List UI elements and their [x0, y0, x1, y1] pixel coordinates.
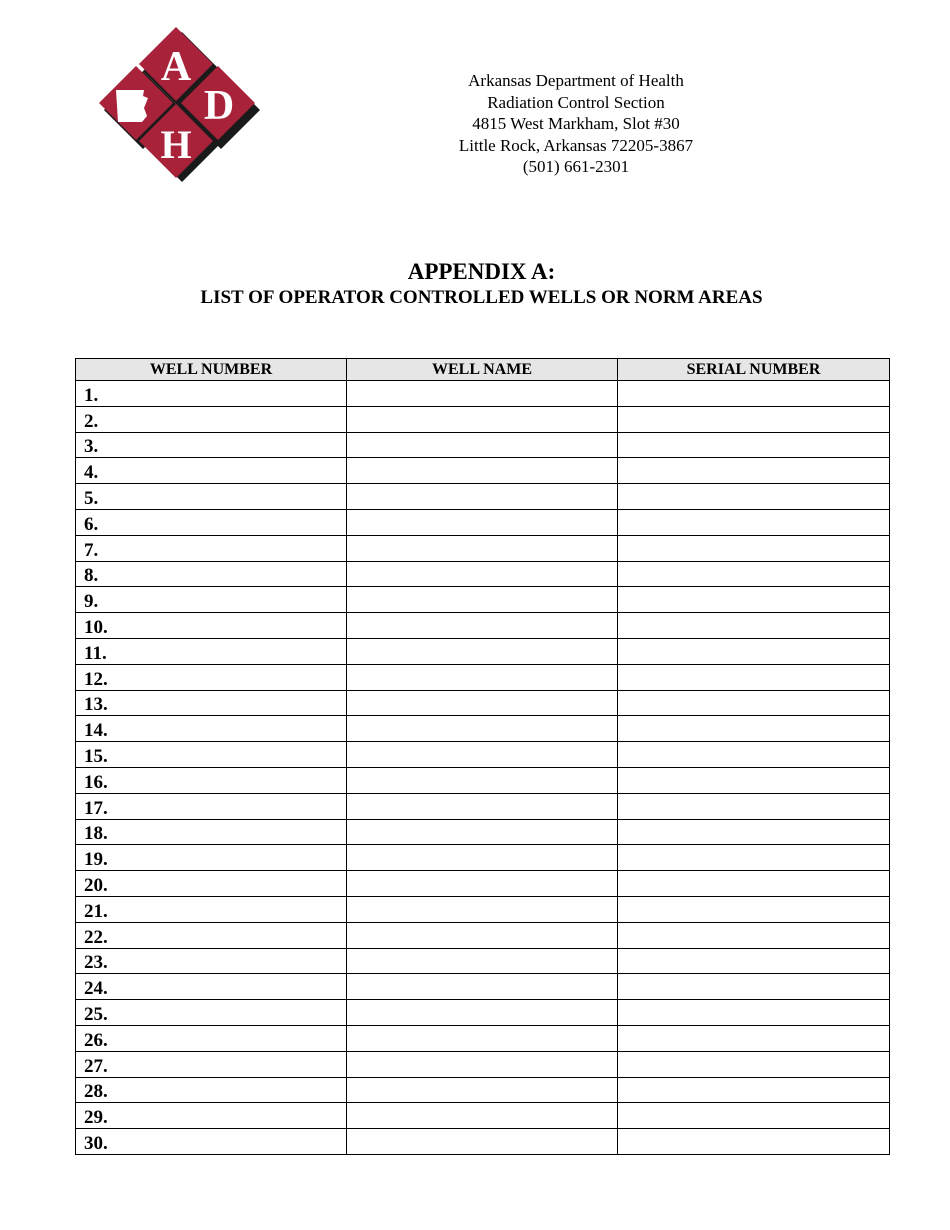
well-number-cell: 5. [76, 484, 347, 510]
table-row [76, 1103, 890, 1129]
serial-number-cell[interactable] [618, 509, 890, 535]
table-row [76, 871, 890, 897]
serial-number-cell[interactable] [618, 1051, 890, 1077]
well-number-cell: 8. [76, 561, 347, 587]
well-name-cell[interactable] [347, 948, 618, 974]
well-name-cell[interactable] [347, 922, 618, 948]
well-name-cell[interactable] [347, 871, 618, 897]
serial-number-cell[interactable] [618, 664, 890, 690]
well-number-cell: 14. [76, 716, 347, 742]
serial-number-cell[interactable] [618, 1129, 890, 1155]
well-name-cell[interactable] [347, 819, 618, 845]
serial-number-cell[interactable] [618, 458, 890, 484]
address-line-street: 4815 West Markham, Slot #30 [472, 114, 680, 133]
table-row [76, 1051, 890, 1077]
well-name-cell[interactable] [347, 561, 618, 587]
adh-logo [96, 24, 260, 182]
table-row [76, 1077, 890, 1103]
table-row [76, 690, 890, 716]
table-row [76, 638, 890, 664]
well-name-cell[interactable] [347, 896, 618, 922]
serial-number-cell[interactable] [618, 1103, 890, 1129]
table-row [76, 509, 890, 535]
well-name-cell[interactable] [347, 1077, 618, 1103]
well-name-cell[interactable] [347, 767, 618, 793]
well-number-cell: 4. [76, 458, 347, 484]
header-well-number: WELL NUMBER [76, 359, 347, 381]
serial-number-cell[interactable] [618, 1025, 890, 1051]
serial-number-cell[interactable] [618, 432, 890, 458]
well-number-cell: 2. [76, 406, 347, 432]
well-name-cell[interactable] [347, 1025, 618, 1051]
table-row [76, 767, 890, 793]
serial-number-cell[interactable] [618, 871, 890, 897]
address-line-section: Radiation Control Section [487, 92, 665, 112]
table-row [76, 845, 890, 871]
address-line-phone: (501) 661-2301 [522, 157, 630, 176]
well-name-cell[interactable] [347, 484, 618, 510]
arkansas-state-shape [116, 90, 148, 122]
well-name-cell[interactable] [347, 974, 618, 1000]
appendix-heading: APPENDIX A: [407, 259, 556, 284]
serial-number-cell[interactable] [618, 381, 890, 407]
well-number-cell: 29. [76, 1103, 347, 1129]
address-line-city: Little Rock, Arkansas 72205-3867 [458, 135, 694, 155]
well-number-cell: 3. [76, 432, 347, 458]
serial-number-cell[interactable] [618, 1000, 890, 1026]
serial-number-cell[interactable] [618, 638, 890, 664]
wells-table [75, 358, 890, 1155]
serial-number-cell[interactable] [618, 845, 890, 871]
well-name-cell[interactable] [347, 716, 618, 742]
table-row [76, 793, 890, 819]
table-row [76, 406, 890, 432]
well-number-cell: 6. [76, 509, 347, 535]
serial-number-cell[interactable] [618, 587, 890, 613]
well-number-cell: 26. [76, 1025, 347, 1051]
serial-number-cell[interactable] [618, 767, 890, 793]
well-number-cell: 28. [76, 1077, 347, 1103]
well-number-cell: 20. [76, 871, 347, 897]
appendix-subheading: LIST OF OPERATOR CONTROLLED WELLS OR NORM AREAS [200, 287, 763, 308]
well-name-cell[interactable] [347, 845, 618, 871]
well-name-cell[interactable] [347, 742, 618, 768]
logo-letter-a: A [160, 44, 192, 90]
well-name-cell[interactable] [347, 458, 618, 484]
table-row [76, 1129, 890, 1155]
table-row [76, 922, 890, 948]
logo-letter-h: H [160, 122, 192, 167]
well-number-cell: 15. [76, 742, 347, 768]
well-name-cell[interactable] [347, 638, 618, 664]
serial-number-cell[interactable] [618, 690, 890, 716]
well-name-cell[interactable] [347, 535, 618, 561]
well-number-cell: 30. [76, 1129, 347, 1155]
serial-number-cell[interactable] [618, 613, 890, 639]
table-row [76, 664, 890, 690]
serial-number-cell[interactable] [618, 561, 890, 587]
table-row [76, 1025, 890, 1051]
well-name-cell[interactable] [347, 1103, 618, 1129]
serial-number-cell[interactable] [618, 922, 890, 948]
header-well-name: WELL NAME [347, 359, 618, 381]
table-row [76, 948, 890, 974]
table-row [76, 613, 890, 639]
well-name-cell[interactable] [347, 432, 618, 458]
well-number-cell: 24. [76, 974, 347, 1000]
well-name-cell[interactable] [347, 664, 618, 690]
well-number-cell: 11. [76, 638, 347, 664]
table-row [76, 535, 890, 561]
well-number-cell: 25. [76, 1000, 347, 1026]
table-row [76, 1000, 890, 1026]
well-number-cell: 1. [76, 381, 347, 407]
well-number-cell: 18. [76, 819, 347, 845]
well-number-cell: 27. [76, 1051, 347, 1077]
serial-number-cell[interactable] [618, 948, 890, 974]
well-name-cell[interactable] [347, 613, 618, 639]
well-name-cell[interactable] [347, 1129, 618, 1155]
well-number-cell: 7. [76, 535, 347, 561]
well-name-cell[interactable] [347, 587, 618, 613]
serial-number-cell[interactable] [618, 896, 890, 922]
document-title [0, 258, 950, 310]
serial-number-cell[interactable] [618, 819, 890, 845]
serial-number-cell[interactable] [618, 742, 890, 768]
table-row [76, 458, 890, 484]
serial-number-cell[interactable] [618, 484, 890, 510]
table-row [76, 432, 890, 458]
well-number-cell: 12. [76, 664, 347, 690]
table-row [76, 742, 890, 768]
table-row [76, 974, 890, 1000]
table-row [76, 896, 890, 922]
well-name-cell[interactable] [347, 381, 618, 407]
well-number-cell: 22. [76, 922, 347, 948]
header-serial-number: SERIAL NUMBER [618, 359, 890, 381]
serial-number-cell[interactable] [618, 793, 890, 819]
well-name-cell[interactable] [347, 406, 618, 432]
address-line-agency: Arkansas Department of Health [468, 71, 684, 90]
well-number-cell: 23. [76, 948, 347, 974]
serial-number-cell[interactable] [618, 1077, 890, 1103]
table-row [76, 561, 890, 587]
well-name-cell[interactable] [347, 1000, 618, 1026]
serial-number-cell[interactable] [618, 974, 890, 1000]
well-number-cell: 13. [76, 690, 347, 716]
well-number-cell: 10. [76, 613, 347, 639]
logo-letter-d: D [203, 83, 235, 129]
well-number-cell: 16. [76, 767, 347, 793]
table-row [76, 484, 890, 510]
table-header-row [76, 359, 890, 381]
table-row [76, 381, 890, 407]
table-row [76, 819, 890, 845]
agency-address [420, 70, 732, 178]
well-number-cell: 9. [76, 587, 347, 613]
well-number-cell: 21. [76, 896, 347, 922]
serial-number-cell[interactable] [618, 535, 890, 561]
well-number-cell: 19. [76, 845, 347, 871]
table-row [76, 716, 890, 742]
well-name-cell[interactable] [347, 509, 618, 535]
serial-number-cell[interactable] [618, 716, 890, 742]
well-number-cell: 17. [76, 793, 347, 819]
table-row [76, 587, 890, 613]
well-name-cell[interactable] [347, 793, 618, 819]
well-name-cell[interactable] [347, 690, 618, 716]
serial-number-cell[interactable] [618, 406, 890, 432]
well-name-cell[interactable] [347, 1051, 618, 1077]
